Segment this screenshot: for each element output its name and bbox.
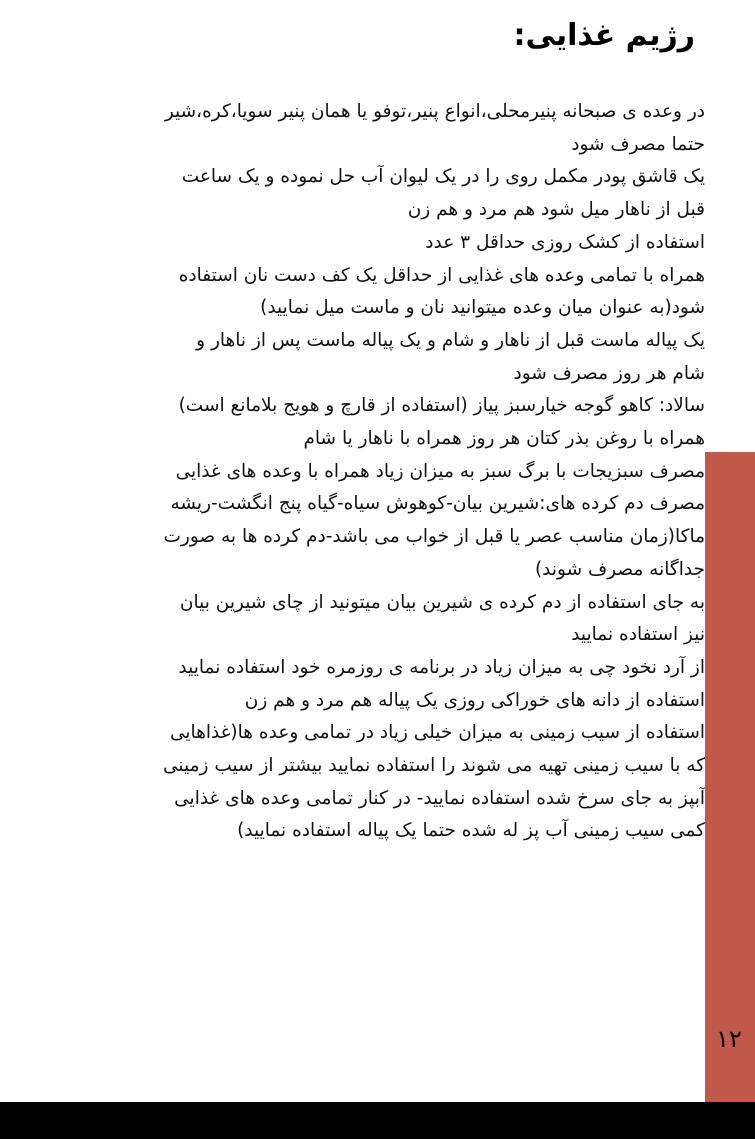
- text-line: جداگانه مصرف شوند): [534, 558, 705, 580]
- diet-instructions: [75, 96, 705, 848]
- text-line: یک پیاله ماست قبل از ناهار و شام و یک پیاله ماست پس از ناهار و: [196, 329, 705, 351]
- text-line: یک قاشق پودر مکمل روی را در یک لیوان آب حل نموده و یک ساعت: [181, 166, 705, 188]
- side-tab: [705, 452, 755, 1102]
- text-line: همراه با روغن بذر کتان هر روز همراه با ناهار یا شام: [303, 428, 705, 450]
- text-line: قبل از ناهار میل شود هم مرد و هم زن: [407, 199, 705, 221]
- bottom-bar: [0, 1102, 755, 1139]
- text-line: شود(به عنوان میان وعده میتوانید نان و ماست میل نمایید): [260, 297, 705, 319]
- text-line: به جای استفاده از دم کرده ی شیرین بیان میتونید از چای شیرین بیان: [179, 591, 705, 613]
- text-line: مصرف دم کرده های:شیرین بیان-کوهوش سیاه-گیاه پنج انگشت-ریشه: [170, 493, 705, 515]
- text-line: استفاده از سیب زمینی به میزان خیلی زیاد در تمامی وعده ها(غذاهایی: [169, 722, 705, 744]
- text-line: همراه با تمامی وعده های غذایی از حداقل یک کف دست نان استفاده: [178, 264, 705, 286]
- page-title: رژیم غذایی:: [513, 18, 695, 53]
- text-line: آبپز به جای سرخ شده استفاده نمایید- در کنار تمامی وعده های غذایی: [174, 787, 705, 809]
- text-line: از آرد نخود چی به میزان زیاد در برنامه ی روزمره خود استفاده نمایید: [178, 656, 705, 678]
- text-line: سالاد: کاهو گوجه خیارسبز پیاز (استفاده از قارچ و هویج بلامانع است): [178, 395, 705, 417]
- text-line: استفاده از دانه های خوراکی روزی یک پیاله هم مرد و هم زن: [244, 689, 705, 711]
- text-line: نیز استفاده نمایید: [571, 624, 705, 646]
- text-line: حتما مصرف شود: [571, 133, 705, 155]
- text-line: در وعده ی صبحانه پنیرمحلی،انواع پنیر،توفو یا همان پنیر سویا،کره،شیر: [164, 101, 705, 122]
- text-line: که با سیب زمینی تهیه می شوند را استفاده نمایید بیشتر از سیب زمینی: [163, 755, 705, 777]
- text-line: مصرف سبزیجات با برگ سبز به میزان زیاد همراه با وعده های غذایی: [175, 460, 705, 482]
- text-line: شام هر روز مصرف شود: [513, 362, 705, 384]
- text-line: ماکا(زمان مناسب عصر یا قبل از خواب می باشد-دم کرده ها به صورت: [163, 526, 705, 548]
- page-number: ۱۲: [716, 1025, 742, 1053]
- text-line: استفاده از کشک روزی حداقل ۳ عدد: [425, 231, 705, 253]
- text-line: کمی سیب زمینی آب پز له شده حتما یک پیاله استفاده نمایید): [237, 820, 705, 842]
